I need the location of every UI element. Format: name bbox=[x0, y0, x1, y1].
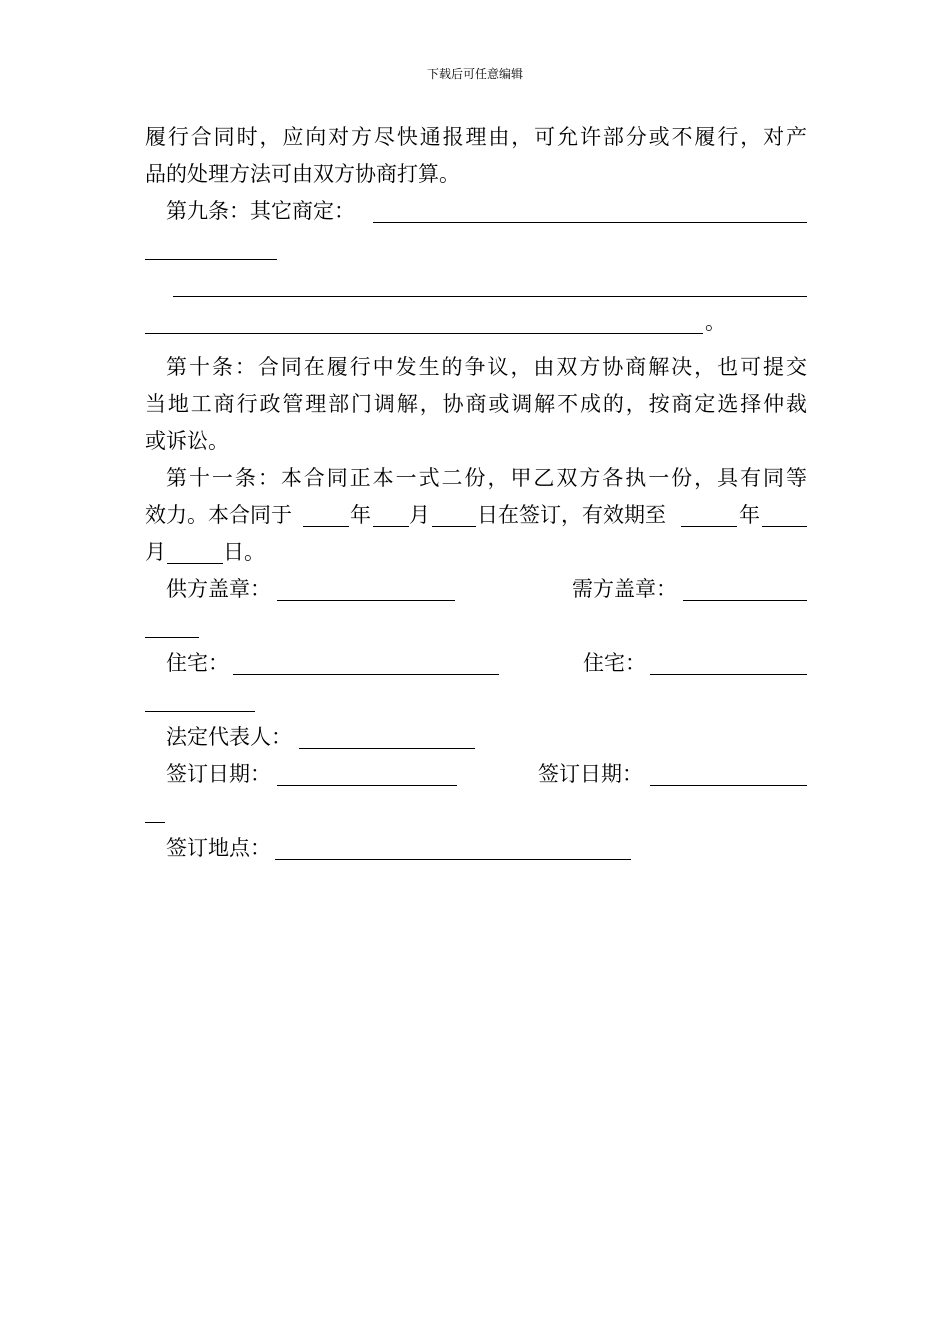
expire-year-blank[interactable] bbox=[681, 525, 737, 527]
legal-rep-row bbox=[145, 719, 807, 756]
article9-blank-3[interactable] bbox=[173, 295, 807, 297]
sign-day-blank[interactable] bbox=[432, 525, 476, 527]
expire-day-blank[interactable] bbox=[167, 562, 223, 564]
article10-line2: 当地工商行政管理部门调解，协商或调解不成的，按商定选择仲裁 bbox=[145, 392, 807, 416]
address-row bbox=[145, 645, 807, 682]
article9-blank-line3 bbox=[145, 267, 807, 304]
supplier-seal-label: 供方盖章： bbox=[166, 577, 271, 601]
article11-line2 bbox=[145, 497, 807, 534]
article9-label: 第九条：其它商定： bbox=[166, 199, 355, 223]
article10-line3: 或诉讼。 bbox=[145, 429, 229, 453]
month-label: 月 bbox=[409, 503, 430, 527]
day-end-label: 日。 bbox=[223, 540, 265, 564]
article8-line1: 履行合同时，应向对方尽快通报理由，可允许部分或不履行，对产 bbox=[145, 125, 807, 149]
contract-body bbox=[145, 119, 807, 867]
address-left-blank[interactable] bbox=[233, 673, 499, 675]
sign-date-row bbox=[145, 756, 807, 793]
year-label: 年 bbox=[350, 503, 371, 527]
article11-line1: 第十一条：本合同正本一式二份，甲乙双方各执一份，具有同等 bbox=[166, 466, 807, 490]
address-right-blank[interactable] bbox=[650, 673, 807, 675]
sign-date-right-label: 签订日期： bbox=[538, 762, 643, 786]
article9-blank-4[interactable] bbox=[145, 332, 703, 334]
seal-row-wrap bbox=[145, 608, 807, 645]
article9-end-mark: 。 bbox=[705, 310, 726, 334]
article9-blank-2[interactable] bbox=[145, 258, 277, 260]
address-row-wrap bbox=[145, 682, 807, 719]
supplier-seal-blank[interactable] bbox=[277, 599, 455, 601]
sign-date-right-blank[interactable] bbox=[650, 784, 807, 786]
buyer-seal-blank[interactable] bbox=[683, 599, 807, 601]
article9-blank-1[interactable] bbox=[373, 221, 807, 223]
article9-blank-line2 bbox=[145, 230, 807, 267]
address-left-label: 住宅： bbox=[166, 651, 229, 675]
buyer-seal-label: 需方盖章： bbox=[572, 577, 677, 601]
year2-label: 年 bbox=[739, 503, 760, 527]
sign-date-row-wrap bbox=[145, 793, 807, 830]
sign-place-label: 签订地点： bbox=[166, 836, 271, 860]
address-right-blank-wrap[interactable] bbox=[145, 710, 255, 712]
sign-place-blank[interactable] bbox=[275, 858, 631, 860]
sign-date-right-blank-wrap[interactable] bbox=[145, 821, 165, 823]
page-header: 下载后可任意编辑 bbox=[426, 67, 523, 81]
article8-line2: 品的处理方法可由双方协商打算。 bbox=[145, 162, 460, 186]
sign-date-left-blank[interactable] bbox=[277, 784, 457, 786]
article11-text-a: 效力。本合同于 bbox=[145, 503, 292, 527]
article11-text-b: 日在签订，有效期至 bbox=[477, 503, 666, 527]
article9-line bbox=[145, 193, 807, 230]
sign-year-blank[interactable] bbox=[303, 525, 349, 527]
article9-blank-line4 bbox=[145, 304, 807, 341]
sign-date-left-label: 签订日期： bbox=[166, 762, 271, 786]
buyer-seal-blank-wrap[interactable] bbox=[145, 636, 199, 638]
month2-label: 月 bbox=[145, 540, 166, 564]
article11-line3 bbox=[145, 534, 807, 571]
address-right-label: 住宅： bbox=[583, 651, 646, 675]
expire-month-blank[interactable] bbox=[762, 525, 807, 527]
seal-row bbox=[145, 571, 807, 608]
sign-place-row bbox=[145, 830, 807, 867]
article10-line1: 第十条：合同在履行中发生的争议，由双方协商解决，也可提交 bbox=[166, 355, 807, 379]
legal-rep-label: 法定代表人： bbox=[166, 725, 292, 749]
sign-month-blank[interactable] bbox=[373, 525, 409, 527]
legal-rep-blank[interactable] bbox=[299, 747, 475, 749]
